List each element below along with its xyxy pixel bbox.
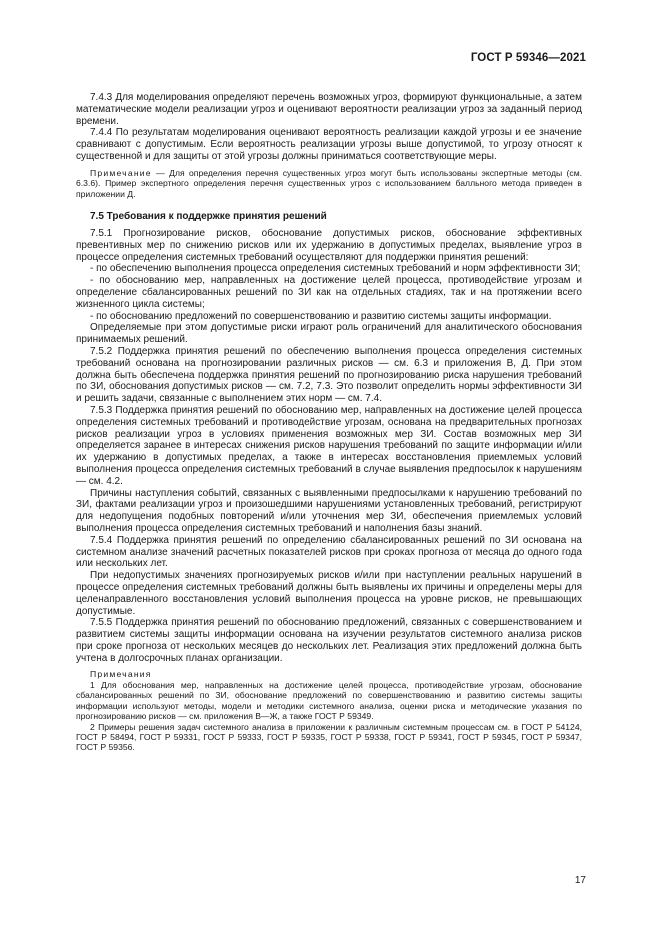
paragraph-7-4-3: 7.4.3 Для моделирования определяют перечень возможных угроз, формируют функциональные, а затем математические модели реализации угроз и оценивают вероятности реализации угроз за заданный период времени. bbox=[76, 92, 582, 127]
paragraph-7-5-1-tail: Определяемые при этом допустимые риски играют роль ограничений для аналитического обоснования принимаемых решений. bbox=[76, 322, 582, 346]
list-item: - по обеспечению выполнения процесса определения системных требований и норм эффективности ЗИ; bbox=[90, 263, 581, 275]
note-2: 2 Примеры решения задач системного анализа в приложении к различным системным процессам см. в ГОСТ Р 54124, ГОСТ Р 58494, ГОСТ Р 59331, ГОСТ Р 59333, ГОСТ Р 59335, ГОСТ Р 59338, ГОСТ Р 59341, ГОСТ Р 59345, ГОСТ Р 59347, ГОСТ Р 59356. bbox=[76, 721, 582, 753]
page-number: 17 bbox=[574, 875, 586, 886]
paragraph-7-4-4: 7.4.4 По результатам моделирования оценивают вероятность реализации каждой угрозы и ее значение сравнивают с допустимым. Если вероятность реализации угрозы выше допустимой, то угрозу относят к существенной и для защиты от этой угрозы должны приниматься соответствующие меры. bbox=[76, 127, 582, 162]
notes-heading: Примечания bbox=[90, 669, 152, 680]
note-text: — Для определения перечня существенных угроз могут быть использованы экспертные методы (см. 6.3.6). Пример экспертного определения перечня существенных угроз с использованием балльного метода приведен в приложении Д. bbox=[76, 167, 582, 199]
paragraph-7-5-4: 7.5.4 Поддержка принятия решений по определению сбалансированных решений по ЗИ основана на системном анализе значений расчетных показателей рисков при сроках прогноза от месяца до одного года или нескольких лет. bbox=[76, 534, 582, 570]
page-content bbox=[76, 92, 582, 753]
list-item: - по обоснованию предложений по совершенствованию и развитию системы защиты информации. bbox=[90, 310, 552, 322]
section-7-5-heading: 7.5 Требования к поддержке принятия решений bbox=[90, 211, 327, 222]
list-item: - по обоснованию мер, направленных на достижение целей процесса, противодействие угрозам и определение сбалансированных решений по ЗИ как на отдельных стадиях, так и на протяжении всего жизненного цикла системы; bbox=[76, 275, 582, 310]
paragraph-7-5-4-measures: При недопустимых значениях прогнозируемых рисков и/или при наступлении реальных нарушений в процессе определения системных требований должны быть выявлены их причины и определены меры для целенаправленного восстановления условий выполнения процесса на уровне рисков, не превышающих допустимые. bbox=[76, 570, 582, 617]
note-1: 1 Для обоснования мер, направленных на достижение целей процесса, противодействие угрозам, обоснование сбалансированных решений по ЗИ, обоснование предложений по совершенствованию и развитию системы защиты информации используют методы, модели и методики системного анализа, оценки риска и методические указания по прогнозированию рисков — см. приложения В—Ж, а также ГОСТ Р 59349. bbox=[76, 679, 582, 722]
document-number-header: ГОСТ Р 59346—2021 bbox=[470, 52, 586, 64]
paragraph-7-5-5: 7.5.5 Поддержка принятия решений по обоснованию предложений, связанных с совершенствованием и развитием системы защиты информации основана на изучении результатов системного анализа рисков при сроке прогноза от нескольких месяцев до нескольких лет. Реализация этих предложений должна быть учтена в долгосрочных планах организации. bbox=[76, 617, 582, 664]
paragraph-7-5-3: 7.5.3 Поддержка принятия решений по обоснованию мер, направленных на достижение целей процесса определения системных требований и противодействие угрозам, основана на предварительных прогнозах рисков реализации угроз в условиях применения возможных мер ЗИ. Состав возможных мер ЗИ определяется заранее в интересах снижения рисков нарушения требований по защите информации и/или их удержанию в допустимых пределах, а также в интересах восстановления приемлемых условий выполнения процесса определения системных требований в случае выявления предпосылок к нарушениям — см. 4.2. bbox=[76, 404, 582, 487]
paragraph-7-5-2: 7.5.2 Поддержка принятия решений по обеспечению выполнения процесса определения системных требований основана на прогнозировании различных рисков — см. 6.3 и приложения В, Д. При этом должна быть обеспечена поддержка принятия решений по прогнозированию риска нарушения требований по ЗИ, обоснования допустимых рисков — см. 7.2, 7.3. Это позволит определить нормы эффективности ЗИ и решить задачи, связанные с выполнением этих норм — см. 7.4. bbox=[76, 345, 582, 405]
note-threat-list bbox=[76, 168, 582, 199]
paragraph-7-5-1: 7.5.1 Прогнозирование рисков, обоснование допустимых рисков, обоснование эффективных превентивных мер по снижению рисков или их удержанию в допустимых пределах, выявление угроз в процессе определения системных требований осуществляют для поддержки принятия решений: bbox=[76, 228, 582, 263]
paragraph-7-5-3-causes: Причины наступления событий, связанных с выявленными предпосылками к нарушению требований по ЗИ, фактами реализации угроз и произошедшими нарушениями установленных требований, регистрируют для недопущения подобных повторений и/или уточнения мер ЗИ, обеспечения приемлемых условий выполнения процесса определения системных требований и наполнения базы знаний. bbox=[76, 487, 582, 534]
note-label: Примечание bbox=[90, 167, 152, 178]
